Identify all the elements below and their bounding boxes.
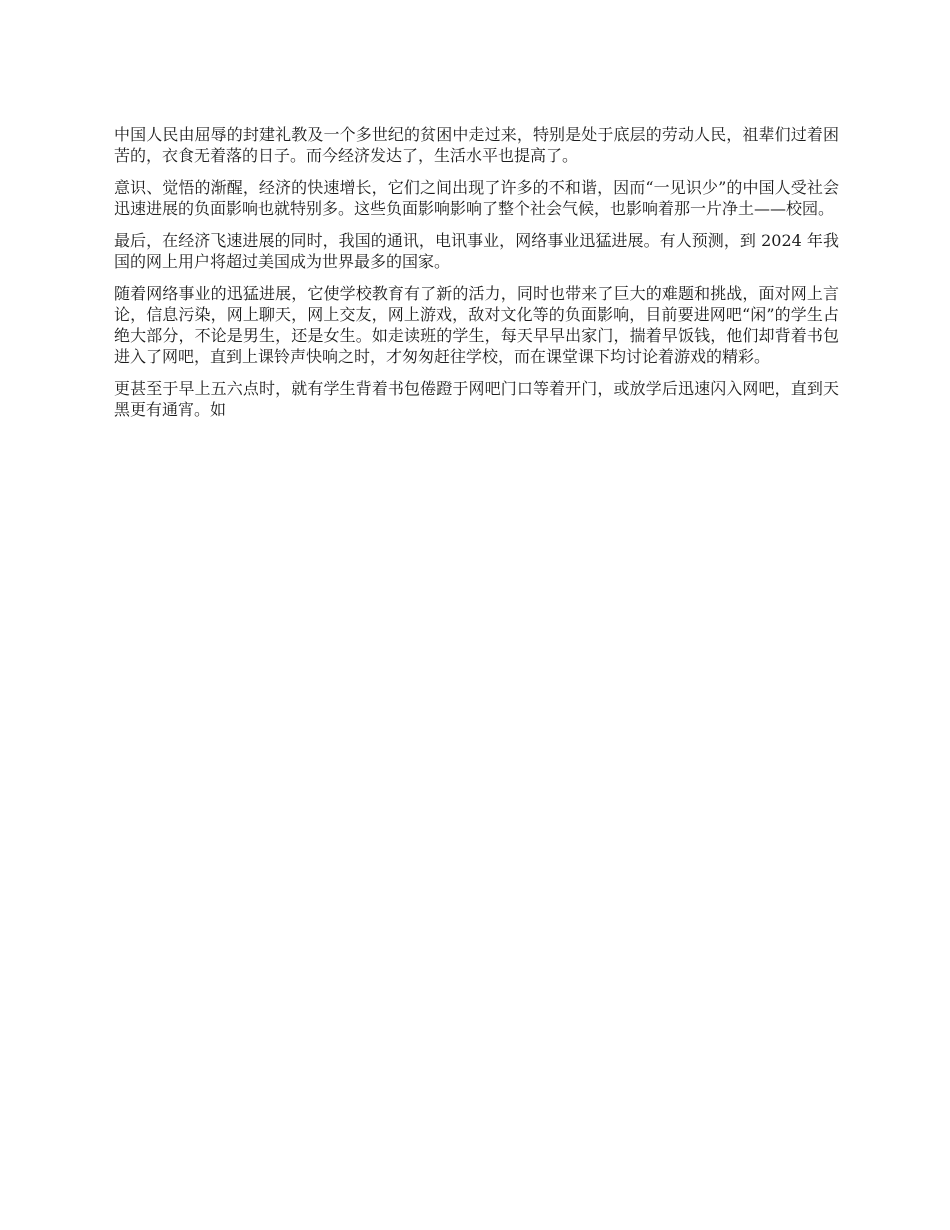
- paragraph-3: 最后，在经济飞速进展的同时，我国的通讯，电讯事业，网络事业迅猛进展。有人预测，到 2024 年我国的网上用户将超过美国成为世界最多的国家。: [114, 231, 839, 271]
- paragraph-4: 随着网络事业的迅猛进展，它使学校教育有了新的活力，同时也带来了巨大的难题和挑战，面对网上言论，信息污染，网上聊天，网上交友，网上游戏，敌对文化等的负面影响，目前要进网吧“闲”的学生占绝大部分，不论是男生，还是女生。如走读班的学生，每天早早出家门，揣着早饭钱，他们却背着书包进入了网吧，直到上课铃声快响之时，才匆匆赶往学校，而在课堂课下均讨论着游戏的精彩。: [114, 284, 839, 366]
- paragraph-1: 中国人民由屈辱的封建礼教及一个多世纪的贫困中走过来，特别是处于底层的劳动人民，祖辈们过着困苦的，衣食无着落的日子。而今经济发达了，生活水平也提高了。: [114, 125, 839, 165]
- paragraph-2: 意识、觉悟的渐醒，经济的快速增长，它们之间出现了许多的不和谐，因而“一见识少”的中国人受社会迅速进展的负面影响也就特别多。这些负面影响影响了整个社会气候，也影响着那一片净土——校园。: [114, 178, 839, 218]
- paragraph-5: 更甚至于早上五六点时，就有学生背着书包倦蹬于网吧门口等着开门，或放学后迅速闪入网吧，直到天黑更有通宵。如: [114, 379, 839, 419]
- document-body: [114, 124, 839, 431]
